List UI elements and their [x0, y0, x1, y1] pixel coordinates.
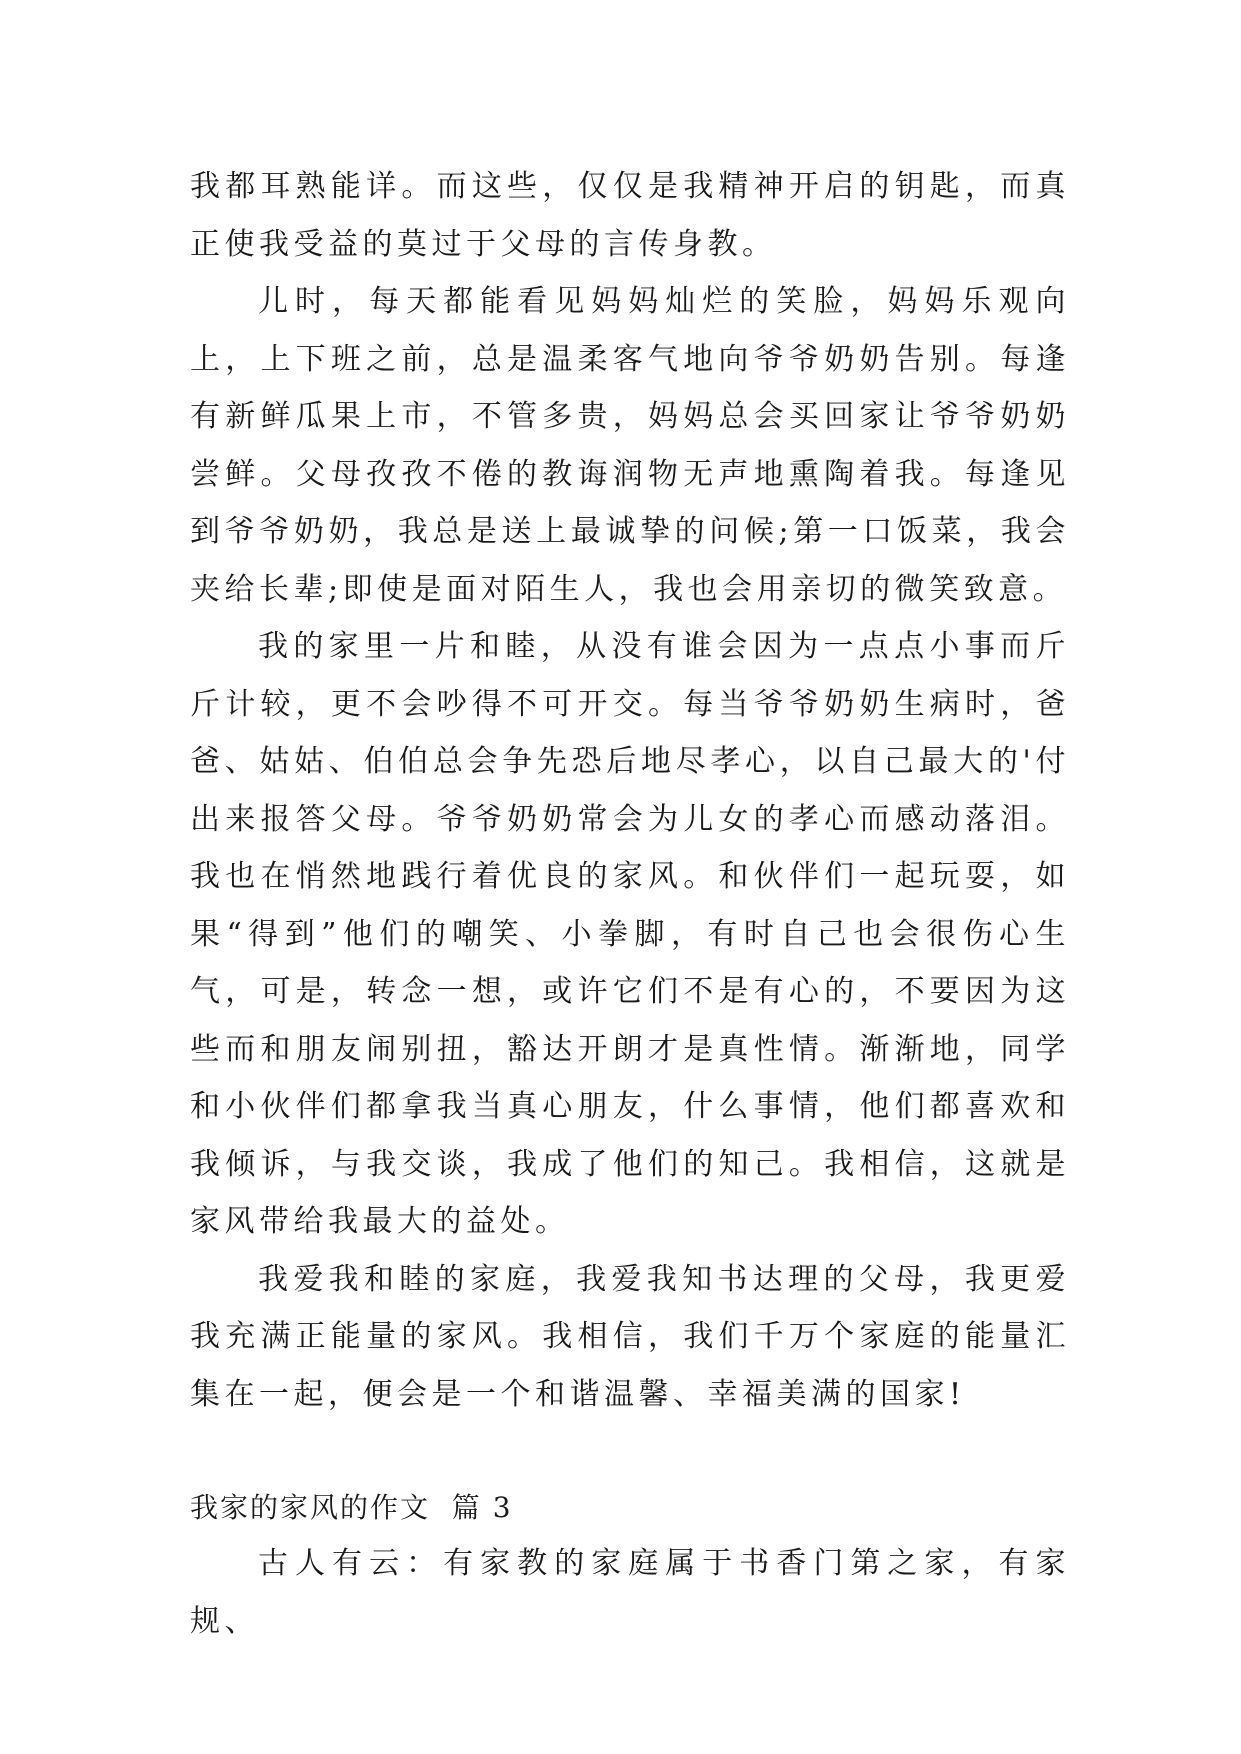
document-body [190, 158, 1070, 1650]
paragraph-childhood: 儿时，每天都能看见妈妈灿烂的笑脸，妈妈乐观向上，上下班之前，总是温柔客气地向爷爷奶奶告别。每逢有新鲜瓜果上市，不管多贵，妈妈总会买回家让爷爷奶奶尝鲜。父母孜孜不倦的教诲润物无声地熏陶着我。每逢见到爷爷奶奶，我总是送上最诚挚的问候;第一口饭菜，我会夹给长辈;即使是面对陌生人，我也会用亲切的微笑致意。 [190, 284, 1070, 607]
paragraph-section-start: 古人有云：有家教的家庭属于书香门第之家，有家规、 [190, 1546, 1070, 1639]
section-heading: 我家的家风的作文 篇 3 [190, 1491, 513, 1524]
paragraph-continued: 我都耳熟能详。而这些，仅仅是我精神开启的钥匙，而真正使我受益的莫过于父母的言传身教。 [190, 169, 1070, 262]
paragraph-conclusion: 我爱我和睦的家庭，我爱我知书达理的父母，我更爱我充满正能量的家风。我相信，我们千万个家庭的能量汇集在一起，便会是一个和谐温馨、幸福美满的国家! [190, 1261, 1070, 1412]
paragraph-harmony: 我的家里一片和睦，从没有谁会因为一点点小事而斤斤计较，更不会吵得不可开交。每当爷爷奶奶生病时，爸爸、姑姑、伯伯总会争先恐后地尽孝心，以自己最大的'付出来报答父母。爷爷奶奶常会为儿女的孝心而感动落泪。我也在悄然地践行着优良的家风。和伙伴们一起玩耍，如果“得到”他们的嘲笑、小拳脚，有时自己也会很伤心生气，可是，转念一想，或许它们不是有心的，不要因为这些而和朋友闹别扭，豁达开朗才是真性情。渐渐地，同学和小伙伴们都拿我当真心朋友，什么事情，他们都喜欢和我倾诉，与我交谈，我成了他们的知己。我相信，这就是家风带给我最大的益处。 [190, 629, 1070, 1239]
